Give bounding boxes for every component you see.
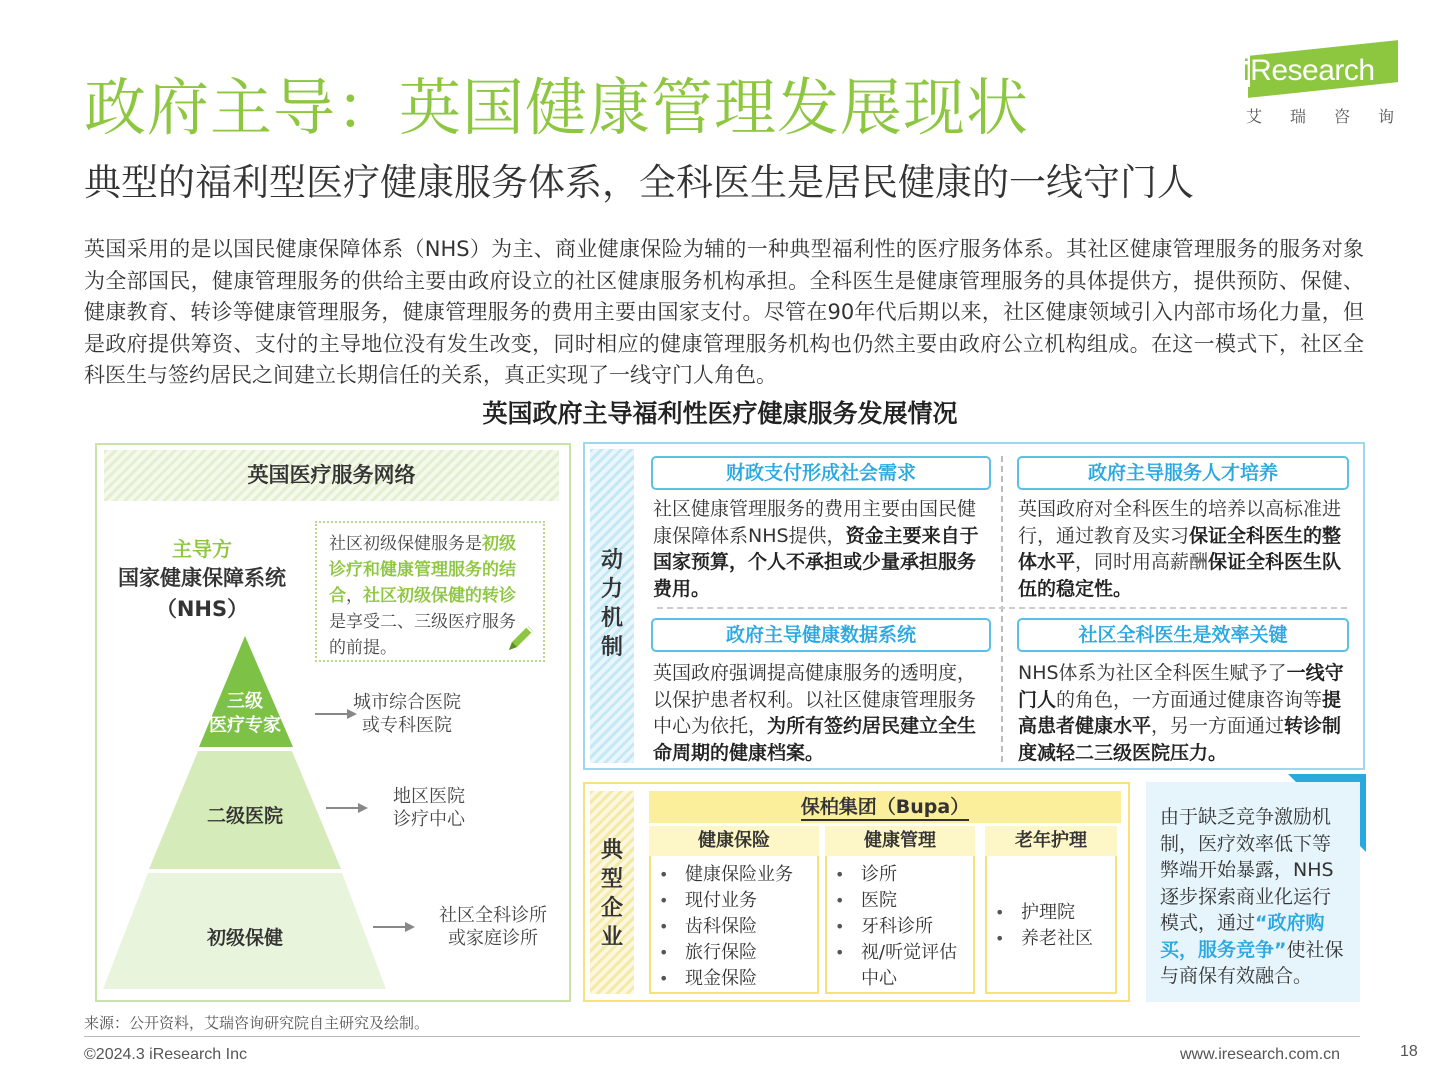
list-item: • 视/听觉评估: [835, 940, 957, 966]
mechanism-head-fiscal: 财政支付形成社会需求: [651, 456, 991, 490]
list-item: • 齿科保险: [659, 914, 793, 940]
list-item: • 养老社区: [995, 926, 1093, 952]
enterprise-panel: [583, 782, 1130, 1002]
mechanism-head-talent: 政府主导服务人才培养: [1017, 456, 1349, 490]
iresearch-logo: [1238, 46, 1400, 126]
mechanism-side-label: 动 力 机 制: [600, 548, 623, 660]
source-note: 来源：公开资料，艾瑞咨询研究院自主研究及绘制。: [84, 1014, 430, 1032]
list-item: • 护理院: [995, 900, 1093, 926]
mechanism-head-efficiency: 社区全科医生是效率关键: [1017, 618, 1349, 652]
list-item: • 现付业务: [659, 888, 793, 914]
mechanism-panel: [583, 442, 1365, 770]
mechanism-text-data: 英国政府强调提高健康服务的透明度，以保护患者权利。以社区健康管理服务中心为依托，为所有签约居民建立全生命周期的健康档案。: [653, 662, 977, 764]
chart-title: 英国政府主导福利性医疗健康服务发展情况: [482, 399, 958, 428]
column-head-insurance: 健康保险: [649, 826, 819, 856]
mechanism-text-fiscal: 社区健康管理服务的费用主要由国民健康保障体系NHS提供，资金主要来自于国家预算，个人不承担或少量承担服务费用。: [653, 498, 979, 600]
mechanism-head-data: 政府主导健康数据系统: [651, 618, 991, 652]
logo-text: iResearch: [1243, 54, 1375, 87]
management-list: [835, 862, 957, 992]
elderly-list: [995, 900, 1093, 952]
list-item: • 健康保险业务: [659, 862, 793, 888]
hospital-label-tertiary: 城市综合医院 或专科医院: [353, 692, 461, 736]
tier-label-secondary: 二级医院: [206, 805, 283, 827]
lead-label: 主导方: [172, 537, 232, 561]
page-number: 18: [1400, 1043, 1418, 1060]
list-item: • 现金保险: [659, 966, 793, 992]
tier-label-primary: 初级保健: [206, 927, 283, 949]
page-title: 政府主导：英国健康管理发展现状: [84, 71, 1030, 144]
lead-name: 国家健康保障系统: [118, 566, 286, 590]
logo-subtitle: 艾 瑞 咨 询: [1246, 107, 1394, 126]
copyright: ©2024.3 iResearch Inc: [84, 1046, 247, 1063]
hospital-label-secondary: 地区医院 诊疗中心: [393, 786, 465, 830]
list-item: • 牙科诊所: [835, 914, 957, 940]
insurance-list: [659, 862, 793, 992]
company-name: 保柏集团（Bupa）: [649, 791, 1121, 823]
column-head-management: 健康管理: [825, 826, 975, 856]
network-note: 社区初级保健服务是初级诊疗和健康管理服务的结合，社区初级保健的转诊是享受二、三级医疗服务的前提。: [315, 521, 545, 662]
arrow-icon: [373, 920, 417, 934]
side-note: 由于缺乏竞争激励机制，医疗效率低下等弊端开始暴露，NHS逐步探索商业化运行模式，通过“政府购买，服务竞争”使社保与商保有效融合。: [1146, 782, 1360, 1002]
mechanism-divider-vertical: [1001, 456, 1003, 762]
mechanism-text-efficiency: NHS体系为社区全科医生赋予了一线守门人的角色，一方面通过健康咨询等提高患者健康水平，另一方面通过转诊制度减轻二三级医院压力。: [1018, 662, 1344, 764]
intro-paragraph: 英国采用的是以国民健康保障体系（NHS）为主、商业健康保险为辅的一种典型福利性的医疗服务体系。其社区健康管理服务的服务对象为全部国民，健康管理服务的供给主要由政府设立的社区健康服务机构承担。全科医生是健康管理服务的具体提供方，提供预防、保健、健康教育、转诊等健康管理服务，健康管理服务的费用主要由国家支付。尽管在90年代后期以来，社区健康领域引入内部市场化力量，但是政府提供筹资、支付的主导地位没有发生改变，同时相应的健康管理服务机构也仍然主要由政府公立机构组成。在这一模式下，社区全科医生与签约居民之间建立长期信任的关系，真正实现了一线守门人角色。: [84, 237, 1364, 387]
column-head-elderly: 老年护理: [985, 826, 1117, 856]
network-header: 英国医疗服务网络: [104, 450, 559, 501]
footer-divider: [84, 1036, 1360, 1037]
enterprise-side-label: 典 型 企 业: [600, 838, 623, 950]
website-link[interactable]: www.iresearch.com.cn: [1180, 1046, 1341, 1063]
mechanism-divider-horizontal: [657, 607, 1347, 609]
list-item: • 医院: [835, 888, 957, 914]
page-subtitle: 典型的福利型医疗健康服务体系，全科医生是居民健康的一线守门人: [84, 161, 1194, 204]
list-item: 中心: [861, 968, 897, 989]
tier-label-tertiary: 三级 医疗专家: [209, 691, 281, 736]
lead-abbr: （NHS）: [155, 597, 249, 621]
list-item: • 旅行保险: [659, 940, 793, 966]
list-item: • 诊所: [835, 862, 957, 888]
hospital-label-primary: 社区全科诊所 或家庭诊所: [439, 905, 547, 949]
medical-network-panel: [95, 443, 571, 1002]
mechanism-text-talent: 英国政府对全科医生的培养以高标准进行，通过教育及实习保证全科医生的整体水平，同时用高薪酬保证全科医生队伍的稳定性。: [1018, 498, 1342, 600]
